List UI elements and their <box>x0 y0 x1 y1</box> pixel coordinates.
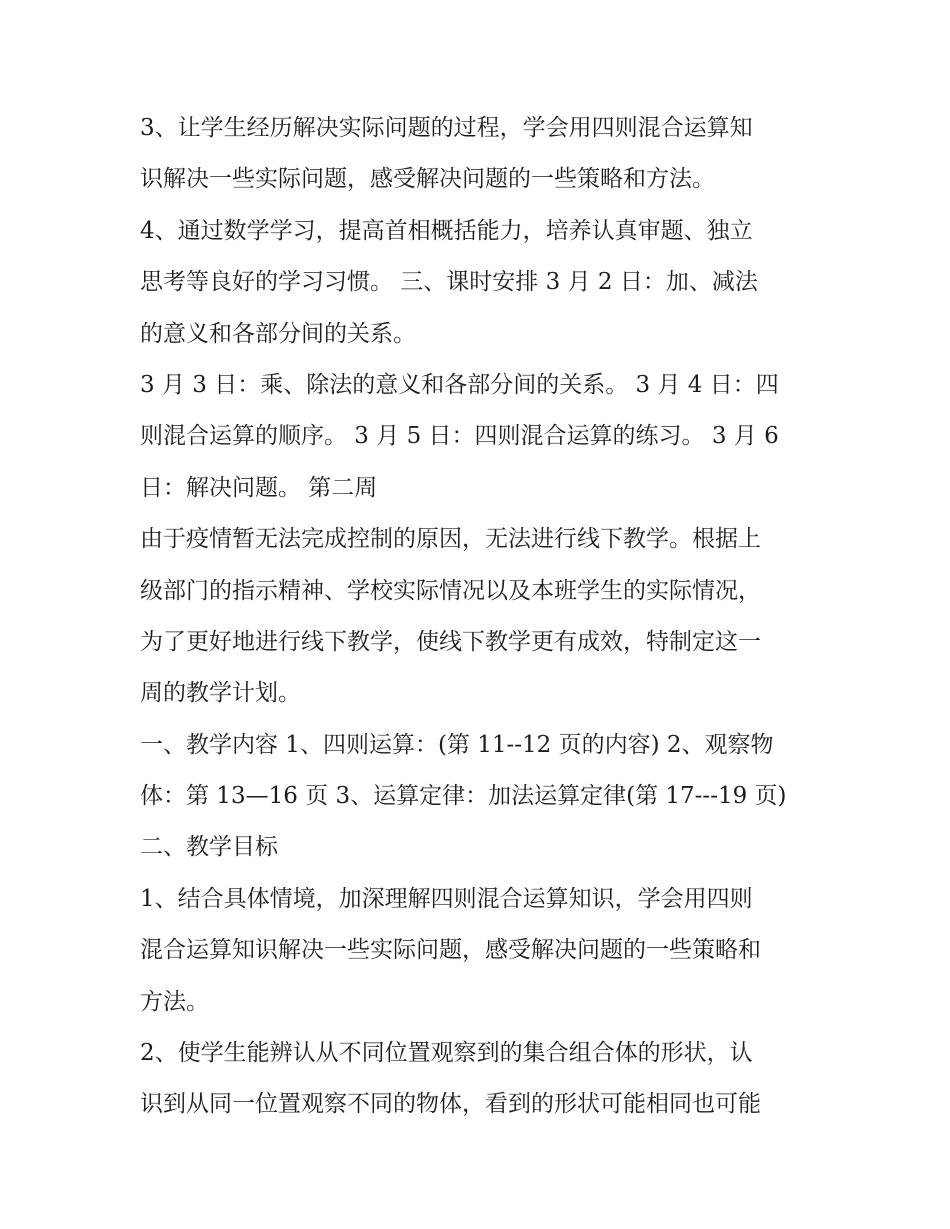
text-line: 二、教学目标 <box>140 834 278 861</box>
text-line: 识到从同一位置观察不同的物体，看到的形状可能相同也可能 <box>140 1091 761 1118</box>
text-line: 3 月 3 日：乘、除法的意义和各部分间的关系。 3 月 4 日：四 <box>140 371 779 398</box>
text-line: 的意义和各部分间的关系。 <box>140 320 416 347</box>
text-line: 识解决一些实际问题，感受解决问题的一些策略和方法。 <box>140 166 715 193</box>
text-line: 2、使学生能辨认从不同位置观察到的集合组合体的形状，认 <box>140 1040 753 1067</box>
text-line: 1、结合具体情境，加深理解四则混合运算知识，学会用四则 <box>140 885 753 912</box>
text-line: 周的教学计划。 <box>140 680 301 707</box>
text-line: 混合运算知识解决一些实际问题，感受解决问题的一些策略和 <box>140 937 761 964</box>
text-line: 3、让学生经历解决实际问题的过程，学会用四则混合运算知 <box>140 115 753 141</box>
text-line: 日：解决问题。 第二周 <box>140 474 378 501</box>
text-line: 4、通过数学学习，提高首相概括能力，培养认真审题、独立 <box>140 217 753 244</box>
text-line: 为了更好地进行线下教学，使线下教学更有成效，特制定这一 <box>140 628 761 655</box>
text-line: 则混合运算的顺序。 3 月 5 日：四则混合运算的练习。 3 月 6 <box>140 423 779 450</box>
text-line: 体：第 13—16 页 3、运算定律：加法运算定律(第 17---19 页) <box>140 783 787 810</box>
document-body <box>140 103 820 1131</box>
text-line: 级部门的指示精神、学校实际情况以及本班学生的实际情况， <box>140 577 761 604</box>
text-line: 方法。 <box>140 988 209 1015</box>
text-line: 思考等良好的学习习惯。 三、课时安排 3 月 2 日：加、减法 <box>140 269 758 296</box>
text-line: 一、教学内容 1、四则运算：(第 11--12 页的内容) 2、观察物 <box>140 731 774 758</box>
text-line: 由于疫情暂无法完成控制的原因，无法进行线下教学。根据上 <box>140 526 761 553</box>
